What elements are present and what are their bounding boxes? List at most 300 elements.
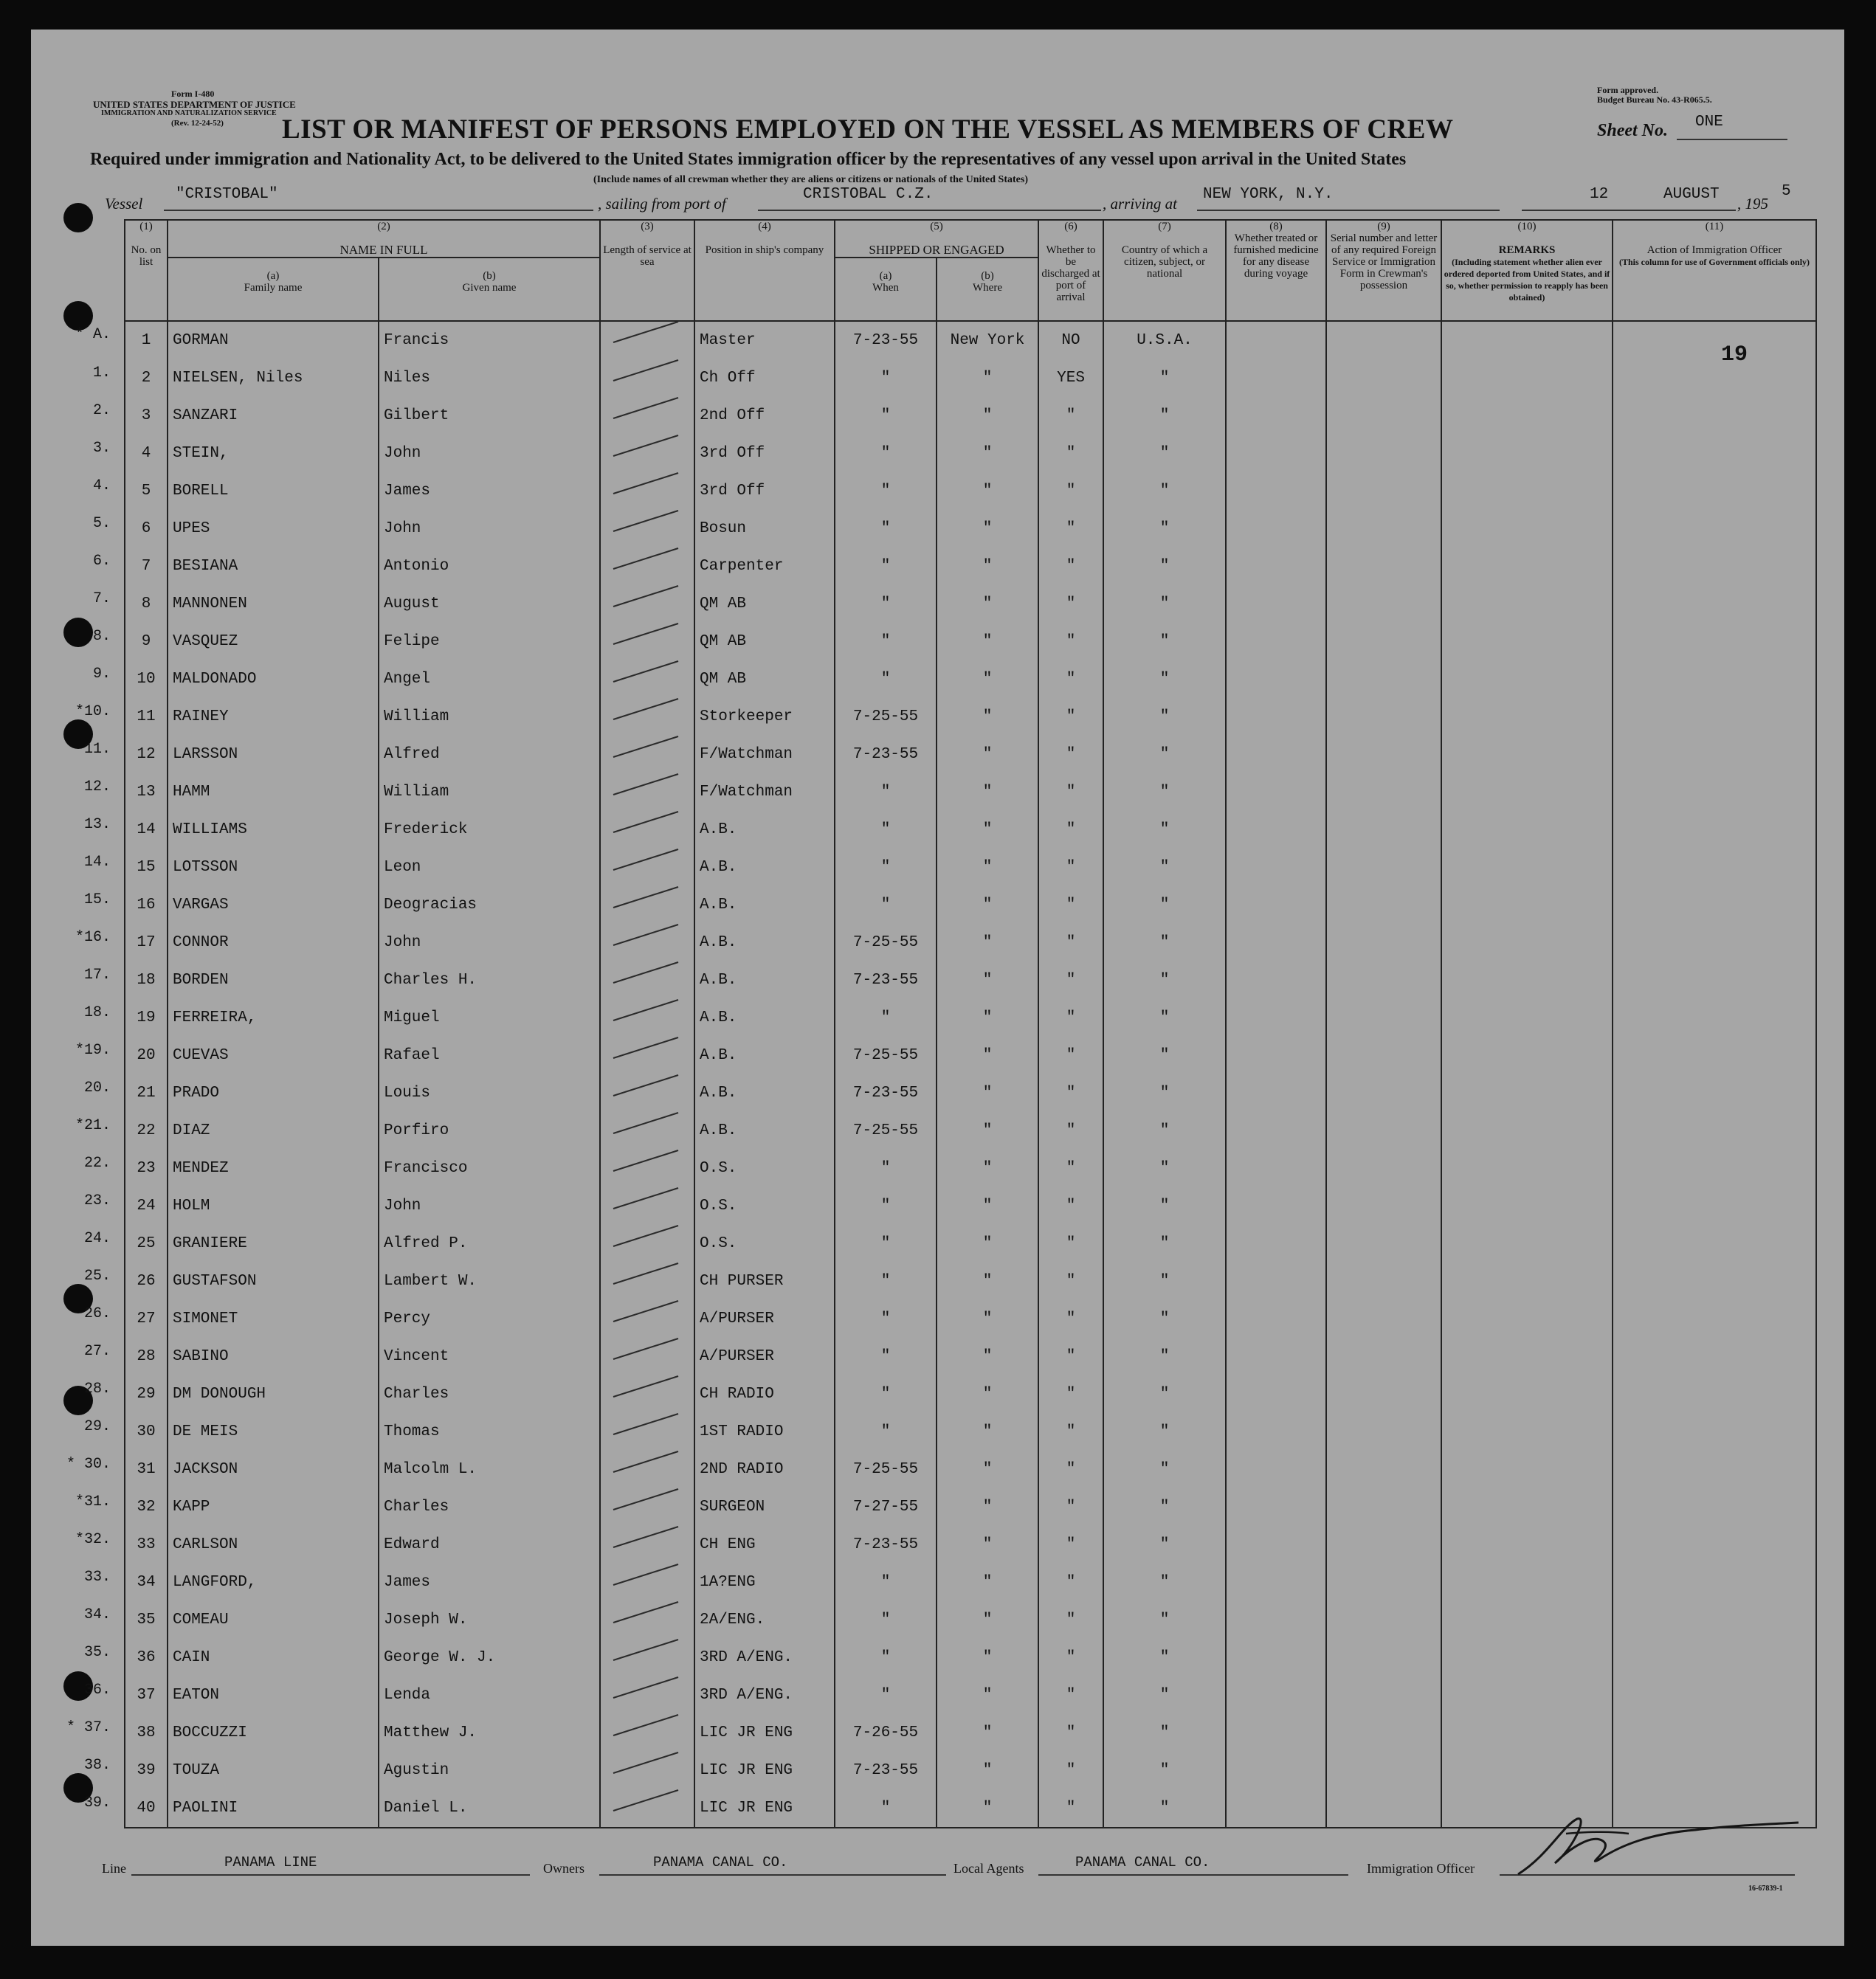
given-name: Matthew J. (379, 1714, 600, 1752)
margin-mark: 18. (83, 1004, 111, 1021)
given-name: Francisco (379, 1150, 600, 1187)
check-mark (613, 1113, 678, 1133)
given-name: Angel (379, 660, 600, 698)
sailing-port: CRISTOBAL C.Z. (803, 186, 934, 203)
given-name: Louis (379, 1074, 600, 1112)
margin-mark: 8. (92, 628, 111, 645)
citizenship: U.S.A. (1103, 321, 1226, 359)
arriving-label: , arriving at (1103, 195, 1177, 213)
margin-mark: 12. (83, 778, 111, 795)
position: 1A?ENG (694, 1564, 835, 1601)
shipped-where: " (937, 1714, 1038, 1752)
check-mark (613, 736, 678, 757)
citizenship: " (1103, 359, 1226, 397)
list-number: 25 (125, 1225, 168, 1263)
discharge-status: " (1038, 585, 1103, 623)
margin-mark: 3. (92, 440, 111, 457)
given-name: Felipe (379, 623, 600, 660)
family-name: CONNOR (168, 924, 379, 961)
list-number: 39 (125, 1752, 168, 1789)
position: 3RD A/ENG. (694, 1639, 835, 1676)
vessel-name: "CRISTOBAL" (176, 186, 278, 203)
discharge-status: " (1038, 1338, 1103, 1375)
shipped-when: " (835, 1263, 937, 1300)
family-name: MANNONEN (168, 585, 379, 623)
shipped-where: " (937, 1676, 1038, 1714)
check-mark (613, 1150, 678, 1171)
check-mark (613, 1339, 678, 1359)
citizenship: " (1103, 510, 1226, 548)
family-name: LARSSON (168, 736, 379, 773)
check-mark (613, 624, 678, 644)
shipped-when: " (835, 548, 937, 585)
margin-mark: 27. (83, 1343, 111, 1360)
check-mark (613, 1301, 678, 1322)
citizenship: " (1103, 773, 1226, 811)
list-number: 13 (125, 773, 168, 811)
discharge-status: " (1038, 1263, 1103, 1300)
margin-mark: 38. (83, 1757, 111, 1774)
discharge-status: " (1038, 1150, 1103, 1187)
shipped-where: " (937, 585, 1038, 623)
shipped-when: 7-27-55 (835, 1488, 937, 1526)
margin-mark: 5. (92, 515, 111, 532)
citizenship: " (1103, 1526, 1226, 1564)
discharge-status: " (1038, 811, 1103, 849)
list-number: 5 (125, 472, 168, 510)
col-header-officer-action: (11) Action of Immigration Officer (This column for use of Government officials only) (1613, 220, 1816, 321)
citizenship: " (1103, 698, 1226, 736)
margin-mark: 22. (83, 1155, 111, 1172)
shipped-when: 7-25-55 (835, 1451, 937, 1488)
discharge-status: " (1038, 736, 1103, 773)
owners-rule (599, 1874, 946, 1876)
position: LIC JR ENG (694, 1789, 835, 1828)
discharge-status: " (1038, 623, 1103, 660)
shipped-where: " (937, 924, 1038, 961)
citizenship: " (1103, 1375, 1226, 1413)
list-number: 12 (125, 736, 168, 773)
citizenship: " (1103, 1676, 1226, 1714)
check-mark (613, 511, 678, 531)
check-mark (613, 1640, 678, 1660)
list-number: 9 (125, 623, 168, 660)
given-name: Miguel (379, 999, 600, 1037)
given-name: Daniel L. (379, 1789, 600, 1828)
check-mark (613, 1489, 678, 1510)
shipped-where: " (937, 1488, 1038, 1526)
list-number: 40 (125, 1789, 168, 1828)
given-name: Malcolm L. (379, 1451, 600, 1488)
given-name: William (379, 698, 600, 736)
family-name: WILLIAMS (168, 811, 379, 849)
shipped-where: " (937, 999, 1038, 1037)
family-name: GORMAN (168, 321, 379, 359)
family-name: STEIN, (168, 435, 379, 472)
shipped-when: " (835, 397, 937, 435)
family-name: LANGFORD, (168, 1564, 379, 1601)
shipped-when: " (835, 999, 937, 1037)
position: F/Watchman (694, 736, 835, 773)
position: O.S. (694, 1225, 835, 1263)
given-name: Agustin (379, 1752, 600, 1789)
discharge-status: " (1038, 1037, 1103, 1074)
margin-mark: *21. (75, 1117, 111, 1134)
list-number: 34 (125, 1564, 168, 1601)
form-subtitle: Required under immigration and Nationality Act, to be delivered to the United States immigration officer by the representatives of any vessel upon arrival in the United States (90, 150, 1407, 169)
citizenship: " (1103, 660, 1226, 698)
given-name: Thomas (379, 1413, 600, 1451)
citizenship: " (1103, 435, 1226, 472)
family-name: DM DONOUGH (168, 1375, 379, 1413)
shipped-when: 7-23-55 (835, 1074, 937, 1112)
check-mark (613, 1451, 678, 1472)
given-name: Joseph W. (379, 1601, 600, 1639)
check-mark (613, 661, 678, 682)
position: A.B. (694, 886, 835, 924)
shipped-when: " (835, 1150, 937, 1187)
position: A/PURSER (694, 1338, 835, 1375)
family-name: VARGAS (168, 886, 379, 924)
citizenship: " (1103, 1789, 1226, 1828)
margin-mark: 1. (92, 365, 111, 381)
position: A.B. (694, 1037, 835, 1074)
check-mark (613, 1000, 678, 1020)
position: F/Watchman (694, 773, 835, 811)
list-number: 18 (125, 961, 168, 999)
list-number: 11 (125, 698, 168, 736)
family-name: CAIN (168, 1639, 379, 1676)
officer-label: Immigration Officer (1367, 1861, 1475, 1876)
sailing-label: , sailing from port of (598, 195, 726, 213)
shipped-where: " (937, 1564, 1038, 1601)
list-number: 20 (125, 1037, 168, 1074)
family-name: DIAZ (168, 1112, 379, 1150)
shipped-where: " (937, 1375, 1038, 1413)
agents-value: PANAMA CANAL CO. (1075, 1854, 1210, 1871)
given-name: Alfred P. (379, 1225, 600, 1263)
position: A.B. (694, 1074, 835, 1112)
shipped-when: 7-25-55 (835, 1037, 937, 1074)
owners-label: Owners (543, 1861, 584, 1876)
form-note: (Include names of all crewman whether they are aliens or citizens or nationals of the United States) (593, 174, 1028, 185)
citizenship: " (1103, 548, 1226, 585)
given-name: John (379, 510, 600, 548)
family-name: UPES (168, 510, 379, 548)
margin-mark: 34. (83, 1606, 111, 1623)
shipped-when: 7-25-55 (835, 924, 937, 961)
citizenship: " (1103, 472, 1226, 510)
list-number: 16 (125, 886, 168, 924)
citizenship: " (1103, 1752, 1226, 1789)
arrival-month: AUGUST (1663, 186, 1720, 203)
shipped-where: " (937, 961, 1038, 999)
given-name: Edward (379, 1526, 600, 1564)
margin-mark: 29. (83, 1418, 111, 1435)
list-number: 10 (125, 660, 168, 698)
arrival-day: 12 (1590, 186, 1609, 203)
footer-code: 16-67839-1 (1748, 1885, 1783, 1893)
position: Carpenter (694, 548, 835, 585)
shipped-where: " (937, 1263, 1038, 1300)
shipped-when: " (835, 1676, 937, 1714)
shipped-where: " (937, 548, 1038, 585)
list-number: 23 (125, 1150, 168, 1187)
shipped-when: 7-25-55 (835, 698, 937, 736)
position: LIC JR ENG (694, 1752, 835, 1789)
margin-mark: 24. (83, 1230, 111, 1247)
check-mark (613, 1752, 678, 1773)
officer-signature (1503, 1804, 1813, 1885)
shipped-when: " (835, 1789, 937, 1828)
given-name: Gilbert (379, 397, 600, 435)
shipped-when: " (835, 1601, 937, 1639)
list-number: 7 (125, 548, 168, 585)
sheet-number-label: Sheet No. (1597, 121, 1668, 140)
given-name: Charles H. (379, 961, 600, 999)
shipped-where: " (937, 1074, 1038, 1112)
shipped-when: " (835, 886, 937, 924)
margin-mark: 36. (83, 1682, 111, 1699)
shipped-when: 7-25-55 (835, 1112, 937, 1150)
list-number: 28 (125, 1338, 168, 1375)
list-number: 30 (125, 1413, 168, 1451)
family-name: HOLM (168, 1187, 379, 1225)
citizenship: " (1103, 849, 1226, 886)
agents-label: Local Agents (953, 1861, 1024, 1876)
family-name: COMEAU (168, 1601, 379, 1639)
col-header-where: (b) Where (937, 258, 1038, 321)
list-number: 24 (125, 1187, 168, 1225)
service-check-marks (31, 30, 1844, 1946)
shipped-where: " (937, 359, 1038, 397)
margin-mark: 13. (83, 816, 111, 833)
citizenship: " (1103, 1714, 1226, 1752)
discharge-status: " (1038, 1300, 1103, 1338)
margin-mark: 11. (83, 741, 111, 758)
given-name: Lambert W. (379, 1263, 600, 1300)
position: O.S. (694, 1150, 835, 1187)
discharge-status: " (1038, 1225, 1103, 1263)
margin-mark: 17. (83, 967, 111, 984)
shipped-where: " (937, 1752, 1038, 1789)
shipped-where: " (937, 1639, 1038, 1676)
department: UNITED STATES DEPARTMENT OF JUSTICE (93, 99, 296, 110)
shipped-where: " (937, 811, 1038, 849)
given-name: George W. J. (379, 1639, 600, 1676)
list-number: 14 (125, 811, 168, 849)
citizenship: " (1103, 397, 1226, 435)
shipped-when: " (835, 1338, 937, 1375)
discharge-status: " (1038, 886, 1103, 924)
citizenship: " (1103, 1639, 1226, 1676)
discharge-status: " (1038, 1564, 1103, 1601)
margin-mark: *32. (75, 1531, 111, 1548)
citizenship: " (1103, 999, 1226, 1037)
given-name: William (379, 773, 600, 811)
margin-mark: * A. (75, 326, 111, 343)
col-header-shipped: (5) SHIPPED OR ENGAGED (835, 220, 1038, 258)
citizenship: " (1103, 585, 1226, 623)
citizenship: " (1103, 1601, 1226, 1639)
col-header-no: (1) No. on list (125, 220, 168, 321)
margin-mark: 15. (83, 891, 111, 908)
discharge-status: YES (1038, 359, 1103, 397)
check-mark (613, 1790, 678, 1811)
budget-bureau: Budget Bureau No. 43-R065.5. (1597, 94, 1712, 105)
list-number: 27 (125, 1300, 168, 1338)
given-name: Charles (379, 1375, 600, 1413)
shipped-when: " (835, 359, 937, 397)
check-mark (613, 1226, 678, 1246)
discharge-status: " (1038, 1451, 1103, 1488)
position: A.B. (694, 999, 835, 1037)
family-name: BORELL (168, 472, 379, 510)
shipped-when: " (835, 1639, 937, 1676)
discharge-status: " (1038, 660, 1103, 698)
shipped-where: " (937, 1451, 1038, 1488)
discharge-status: " (1038, 1488, 1103, 1526)
position: A/PURSER (694, 1300, 835, 1338)
revision: (Rev. 12-24-52) (171, 119, 224, 128)
margin-mark: *10. (75, 703, 111, 720)
list-number: 26 (125, 1263, 168, 1300)
discharge-status: " (1038, 1714, 1103, 1752)
position: A.B. (694, 811, 835, 849)
shipped-when: " (835, 472, 937, 510)
margin-mark: * 30. (66, 1456, 111, 1473)
family-name: LOTSSON (168, 849, 379, 886)
arrival-year-digit: 5 (1782, 183, 1791, 200)
given-name: Vincent (379, 1338, 600, 1375)
shipped-when: 7-23-55 (835, 961, 937, 999)
discharge-status: " (1038, 1601, 1103, 1639)
shipped-when: " (835, 1375, 937, 1413)
margin-mark: 9. (92, 666, 111, 683)
citizenship: " (1103, 961, 1226, 999)
given-name: John (379, 924, 600, 961)
citizenship: " (1103, 1225, 1226, 1263)
discharge-status: " (1038, 1375, 1103, 1413)
discharge-status: " (1038, 1639, 1103, 1676)
margin-mark: *19. (75, 1042, 111, 1059)
discharge-status: " (1038, 1752, 1103, 1789)
check-mark (613, 812, 678, 832)
given-name: Deogracias (379, 886, 600, 924)
check-mark (613, 1037, 678, 1058)
list-number: 6 (125, 510, 168, 548)
given-name: Rafael (379, 1037, 600, 1074)
line-label: Line (102, 1861, 126, 1876)
shipped-where: " (937, 510, 1038, 548)
shipped-where: " (937, 472, 1038, 510)
position: LIC JR ENG (694, 1714, 835, 1752)
shipped-when: " (835, 1225, 937, 1263)
family-name: RAINEY (168, 698, 379, 736)
check-mark (613, 1564, 678, 1585)
family-name: VASQUEZ (168, 623, 379, 660)
given-name: John (379, 435, 600, 472)
given-name: Percy (379, 1300, 600, 1338)
margin-mark: 26. (83, 1305, 111, 1322)
list-number: 1 (125, 321, 168, 359)
family-name: CUEVAS (168, 1037, 379, 1074)
family-name: BORDEN (168, 961, 379, 999)
shipped-when: " (835, 660, 937, 698)
citizenship: " (1103, 1488, 1226, 1526)
position: 2nd Off (694, 397, 835, 435)
discharge-status: " (1038, 773, 1103, 811)
col-header-length: (3) Length of service at sea (600, 220, 694, 321)
list-number: 38 (125, 1714, 168, 1752)
discharge-status: " (1038, 1074, 1103, 1112)
shipped-where: New York (937, 321, 1038, 359)
position: A.B. (694, 1112, 835, 1150)
col-header-when: (a) When (835, 258, 937, 321)
col-header-position: (4) Position in ship's company (694, 220, 835, 321)
check-mark (613, 435, 678, 456)
citizenship: " (1103, 1074, 1226, 1112)
discharge-status: " (1038, 472, 1103, 510)
owners-value: PANAMA CANAL CO. (653, 1854, 788, 1871)
arrival-year-prefix: , 195 (1737, 195, 1768, 213)
given-name: Charles (379, 1488, 600, 1526)
shipped-where: " (937, 1601, 1038, 1639)
shipped-where: " (937, 736, 1038, 773)
shipped-where: " (937, 698, 1038, 736)
discharge-status: " (1038, 924, 1103, 961)
check-mark (613, 1602, 678, 1623)
position: A.B. (694, 961, 835, 999)
family-name: MALDONADO (168, 660, 379, 698)
given-name: Lenda (379, 1676, 600, 1714)
family-name: BOCCUZZI (168, 1714, 379, 1752)
check-mark (613, 473, 678, 494)
sheet-number: ONE (1695, 114, 1723, 131)
shipped-when: 7-23-55 (835, 1526, 937, 1564)
check-mark (613, 1527, 678, 1547)
shipped-when: " (835, 1413, 937, 1451)
family-name: JACKSON (168, 1451, 379, 1488)
shipped-where: " (937, 1413, 1038, 1451)
discharge-status: " (1038, 435, 1103, 472)
shipped-where: " (937, 1789, 1038, 1828)
family-name: CARLSON (168, 1526, 379, 1564)
list-number: 22 (125, 1112, 168, 1150)
margin-mark: 14. (83, 854, 111, 871)
discharge-status: " (1038, 1112, 1103, 1150)
arriving-port: NEW YORK, N.Y. (1203, 186, 1334, 203)
col-header-country: (7) Country of which a citizen, subject, or national (1103, 220, 1226, 321)
shipped-when: " (835, 623, 937, 660)
margin-mark: *31. (75, 1493, 111, 1510)
family-name: SIMONET (168, 1300, 379, 1338)
discharge-status: " (1038, 1526, 1103, 1564)
margin-mark: 2. (92, 402, 111, 419)
margin-mark: 4. (92, 477, 111, 494)
check-mark (613, 1263, 678, 1284)
family-name: KAPP (168, 1488, 379, 1526)
family-name: NIELSEN, Niles (168, 359, 379, 397)
shipped-where: " (937, 1150, 1038, 1187)
citizenship: " (1103, 1451, 1226, 1488)
position: Master (694, 321, 835, 359)
shipped-when: " (835, 811, 937, 849)
shipped-where: " (937, 1300, 1038, 1338)
margin-mark: 20. (83, 1080, 111, 1096)
family-name: EATON (168, 1676, 379, 1714)
shipped-where: " (937, 623, 1038, 660)
